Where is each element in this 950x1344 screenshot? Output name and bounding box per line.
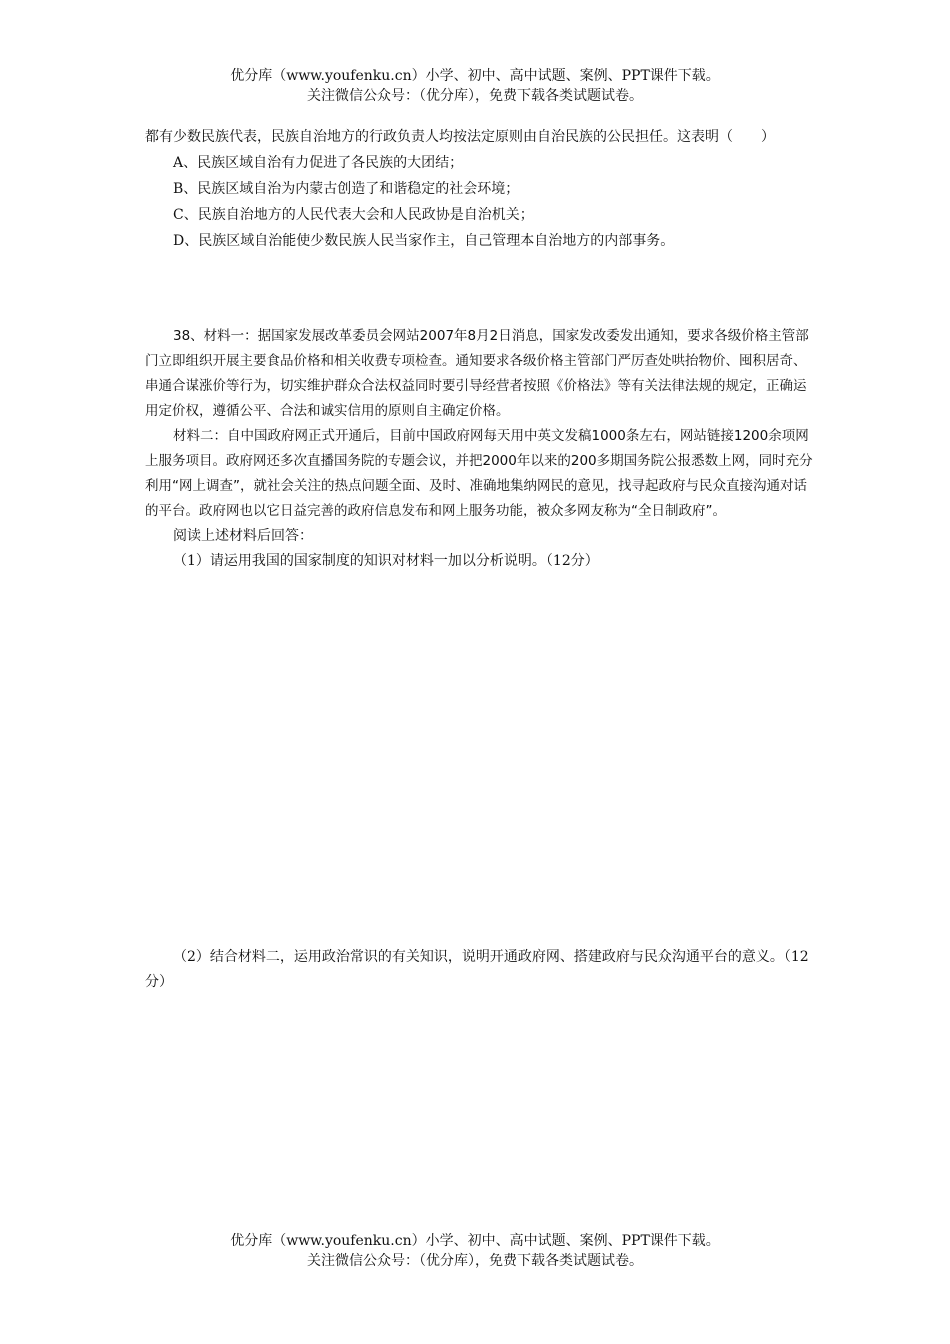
q38-subquestion-1: （1）请运用我国的国家制度的知识对材料一加以分析说明。（12分） (173, 553, 599, 569)
footer-line-2: 关注微信公众号：（优分库），免费下载各类试题试卷。 (307, 1253, 643, 1269)
page-header (0, 66, 950, 106)
q38-instruction: 阅读上述材料后回答： (173, 528, 313, 544)
q37-option-c: C、民族自治地方的人民代表大会和人民政协是自治机关； (173, 207, 534, 223)
q37-option-b: B、民族区域自治为内蒙古创造了和谐稳定的社会环境； (173, 181, 520, 197)
question-37 (145, 125, 813, 254)
q37-option-d: D、民族区域自治能使少数民族人民当家作主，自己管理本自治地方的内部事务。 (173, 233, 675, 249)
q38-subquestion-2: （2）结合材料二，运用政治常识的有关知识，说明开通政府网、搭建政府与民众沟通平台的意义。（12分） (145, 949, 809, 990)
question-38-part-2 (145, 945, 813, 995)
header-line-1: 优分库（www.youfenku.cn）小学、初中、高中试题、案例、PPT课件下载。 (230, 68, 720, 84)
header-line-2: 关注微信公众号：（优分库），免费下载各类试题试卷。 (307, 88, 643, 104)
q38-material-1: 38、材料一：据国家发展改革委员会网站2007年8月2日消息，国家发改委发出通知，要求各级价格主管部门立即组织开展主要食品价格和相关收费专项检查。通知要求各级价格主管部门严厉查处哄抬物价、囤积居奇、串通合谋涨价等行为，切实维护群众合法权益同时要引导经营者按照《价格法》等有关法律法规的规定，正确运用定价权，遵循公平、合法和诚实信用的原则自主确定价格。 (145, 328, 809, 419)
q37-stem: 都有少数民族代表，民族自治地方的行政负责人均按法定原则由自治民族的公民担任。这表明（ ） (145, 129, 775, 145)
q37-option-a: A、民族区域自治有力促进了各民族的大团结； (173, 155, 464, 171)
footer-line-1: 优分库（www.youfenku.cn）小学、初中、高中试题、案例、PPT课件下载。 (230, 1233, 720, 1249)
page-footer (0, 1231, 950, 1271)
question-38 (145, 324, 813, 574)
q38-material-2: 材料二：自中国政府网正式开通后，目前中国政府网每天用中英文发稿1000条左右，网站链接1200余项网上服务项目。政府网还多次直播国务院的专题会议，并把2000年以来的200多期国务院公报悉数上网，同时充分利用“网上调查”，就社会关注的热点问题全面、及时、准确地集纳网民的意见，找寻起政府与民众直接沟通对话的平台。政府网也以它日益完善的政府信息发布和网上服务功能，被众多网友称为“全日制政府”。 (145, 428, 813, 519)
